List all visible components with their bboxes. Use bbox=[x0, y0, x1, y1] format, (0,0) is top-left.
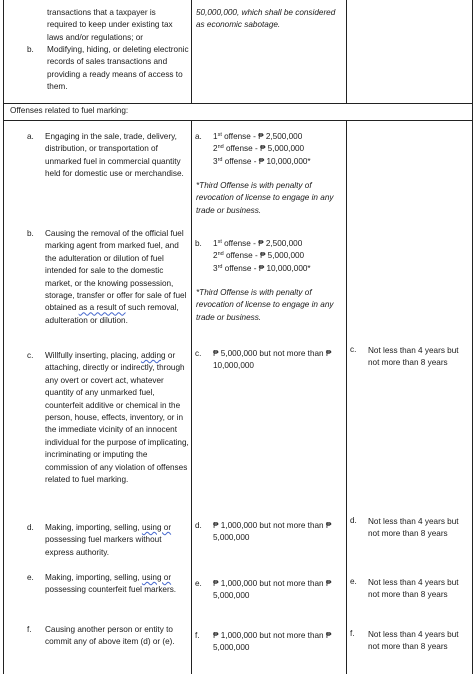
prison-term: Not less than 4 years but not more than 8 years bbox=[368, 517, 459, 539]
fine-range: ₱ 1,000,000 but not more than ₱ 5,000,000 bbox=[213, 631, 332, 653]
table-right-border bbox=[472, 0, 473, 674]
column-divider-2 bbox=[346, 0, 347, 103]
offense-text: Causing another person or entity to commit any of above item (d) or (e). bbox=[45, 625, 175, 647]
fine-range: ₱ 5,000,000 but not more than ₱ 10,000,000 bbox=[213, 349, 332, 371]
offense-text: transactions that a taxpayer is required to keep under existing tax laws and/or regulations; or bbox=[47, 8, 173, 42]
prison-marker: f. bbox=[350, 629, 355, 638]
first-offense-penalty: 1st offense - ₱ 2,500,000 bbox=[213, 239, 303, 248]
penalty-schedule bbox=[213, 238, 343, 275]
prison-marker: e. bbox=[350, 577, 357, 586]
third-offense-note: *Third Offense is with penalty of revocation of license to engage in any trade or business. bbox=[196, 181, 334, 215]
item-marker: f. bbox=[27, 625, 32, 634]
penalty-marker: e. bbox=[195, 579, 202, 588]
first-offense-penalty: 1st offense - ₱ 2,500,000 bbox=[213, 132, 303, 141]
penalty-marker: f. bbox=[195, 631, 200, 640]
prison-term: Not less than 4 years but not more than 8 years bbox=[368, 346, 459, 368]
item-marker: d. bbox=[27, 523, 34, 532]
offense-text: Modifying, hiding, or deleting electronic records of sales transactions and providing a ready means of access to them. bbox=[47, 45, 189, 92]
row-divider bbox=[3, 103, 473, 104]
penalty-text: 50,000,000, which shall be considered as economic sabotage. bbox=[196, 8, 336, 30]
table-left-border bbox=[3, 0, 4, 674]
offense-text: Engaging in the sale, trade, delivery, distribution, or transportation of unmarked fuel in commercial quantity held for domestic use or merchandise. bbox=[45, 132, 184, 179]
second-offense-penalty: 2nd offense - ₱ 5,000,000 bbox=[213, 251, 305, 261]
row-divider bbox=[3, 120, 473, 121]
penalty-marker: d. bbox=[195, 521, 202, 530]
fine-range: ₱ 1,000,000 but not more than ₱ 5,000,000 bbox=[213, 521, 332, 543]
third-offense-note: *Third Offense is with penalty of revocation of license to engage in any trade or business. bbox=[196, 288, 334, 322]
third-offense-penalty: 3rd offense - ₱ 10,000,000* bbox=[213, 156, 311, 166]
prison-term: Not less than 4 years but not more than 8 years bbox=[368, 630, 459, 652]
offense-text: Making, importing, selling, using or possessing fuel markers without express authority. bbox=[45, 523, 172, 557]
offense-text: Making, importing, selling, using or possessing counterfeit fuel markers. bbox=[45, 573, 177, 595]
offense-text: Causing the removal of the official fuel marking agent from marked fuel, and the adulteration or dilution of fuel intended for sale to the domestic market, or the knowing possession, storage, transfer or offer for sale of fuel obtained as a result of such removal, adulteration or dilution. bbox=[45, 229, 187, 325]
third-offense-penalty: 3rd offense - ₱ 10,000,000* bbox=[213, 263, 311, 273]
column-divider-2 bbox=[346, 120, 347, 674]
penalty-marker: b. bbox=[195, 239, 202, 248]
offense-text: Willfully inserting, placing, adding or attaching, directly or indirectly, through any overt or covert act, whatever quantity of any unmarked fuel, counterfeit additive or chemical in the person, house, effects, inventory, or in the immediate vicinity of an innocent individual for the purpose of implicating, incriminating or imputing the commission of any violation of offenses related to fuel marking. bbox=[45, 351, 189, 485]
item-marker: e. bbox=[27, 573, 34, 582]
item-marker: b. bbox=[27, 45, 34, 54]
second-offense-penalty: 2nd offense - ₱ 5,000,000 bbox=[213, 144, 305, 154]
item-marker: c. bbox=[27, 351, 34, 360]
penalty-schedule bbox=[213, 131, 343, 168]
prison-marker: d. bbox=[350, 516, 357, 525]
prison-marker: c. bbox=[350, 345, 357, 354]
fine-range: ₱ 1,000,000 but not more than ₱ 5,000,000 bbox=[213, 579, 332, 601]
penalty-marker: c. bbox=[195, 349, 202, 358]
item-marker: b. bbox=[27, 229, 34, 238]
column-divider-1 bbox=[191, 0, 192, 103]
column-divider-1 bbox=[191, 120, 192, 674]
penalty-marker: a. bbox=[195, 132, 202, 141]
section-header: Offenses related to fuel marking: bbox=[10, 106, 129, 115]
prison-term: Not less than 4 years but not more than 8 years bbox=[368, 578, 459, 600]
item-marker: a. bbox=[27, 132, 34, 141]
